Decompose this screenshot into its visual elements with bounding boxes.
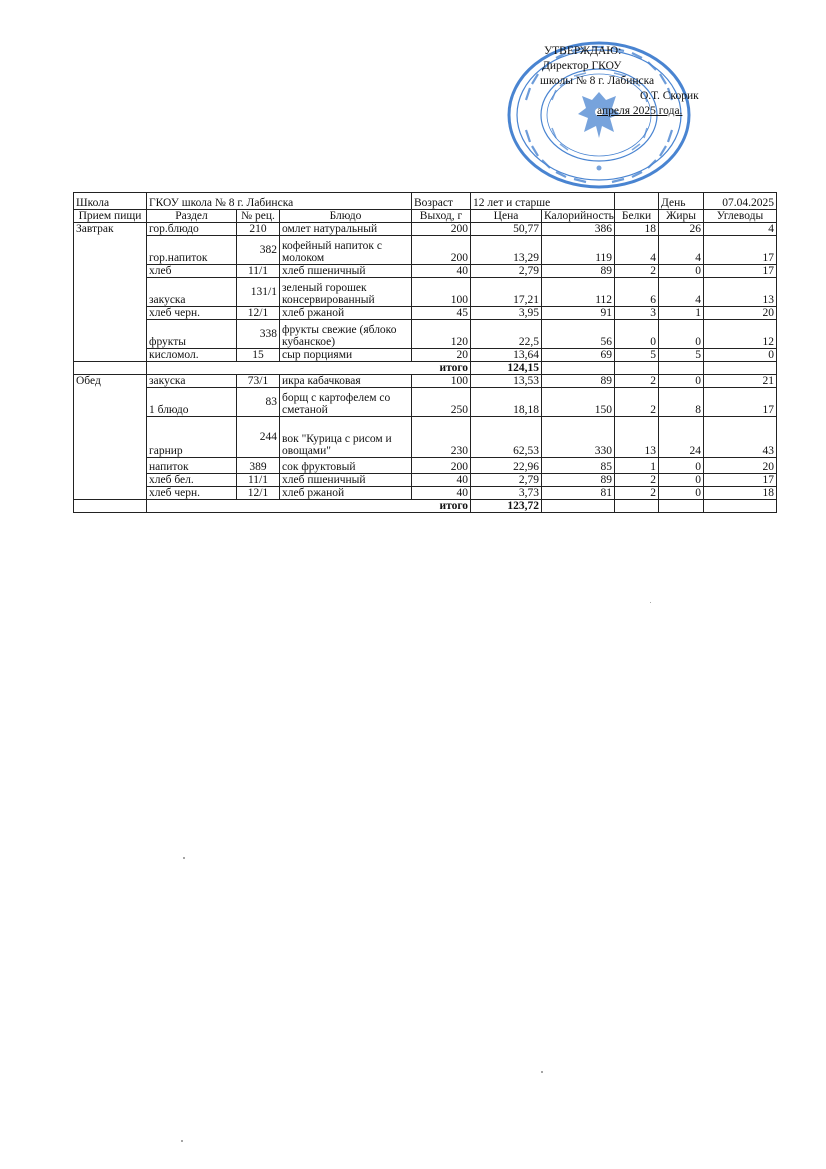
yield-cell: 40 — [412, 487, 471, 500]
fat-cell: 26 — [659, 223, 704, 236]
approval-title: УТВЕРЖДАЮ: — [544, 45, 622, 57]
fat-cell: 1 — [659, 307, 704, 320]
protein-cell: 2 — [615, 487, 659, 500]
section-cell: 1 блюдо — [147, 388, 237, 417]
table-row — [74, 236, 777, 265]
carbs-cell: 20 — [704, 458, 777, 474]
kcal-cell: 85 — [542, 458, 615, 474]
empty-cell — [74, 500, 147, 513]
section-cell: закуска — [147, 278, 237, 307]
price-cell: 17,21 — [471, 278, 542, 307]
age-label: Возраст — [412, 193, 471, 210]
col-kcal: Калорийность — [542, 210, 615, 223]
carbs-cell: 4 — [704, 223, 777, 236]
empty-cell — [615, 362, 659, 375]
carbs-cell: 17 — [704, 265, 777, 278]
fat-cell: 0 — [659, 458, 704, 474]
yield-cell: 40 — [412, 265, 471, 278]
recipe-cell: 210 — [237, 223, 280, 236]
day-value: 07.04.2025 — [704, 193, 777, 210]
table-row — [74, 388, 777, 417]
price-cell: 2,79 — [471, 474, 542, 487]
col-meal: Прием пищи — [74, 210, 147, 223]
kcal-cell: 89 — [542, 375, 615, 388]
col-recipe: № рец. — [237, 210, 280, 223]
empty-cell — [615, 500, 659, 513]
section-cell: хлеб бел. — [147, 474, 237, 487]
table-row — [74, 487, 777, 500]
price-cell: 13,64 — [471, 349, 542, 362]
price-cell: 2,79 — [471, 265, 542, 278]
yield-cell: 200 — [412, 236, 471, 265]
recipe-cell: 11/1 — [237, 474, 280, 487]
fat-cell: 24 — [659, 417, 704, 458]
carbs-cell: 18 — [704, 487, 777, 500]
col-fat: Жиры — [659, 210, 704, 223]
dish-cell: фрукты свежие (яблоко кубанское) — [280, 320, 412, 349]
lunch-total-row — [74, 500, 777, 513]
recipe-cell: 389 — [237, 458, 280, 474]
approval-date: апреля 2025 года. — [597, 105, 683, 117]
meal-lunch: Обед — [74, 375, 147, 500]
carbs-cell: 17 — [704, 474, 777, 487]
dish-cell: вок "Курица с рисом и овощами" — [280, 417, 412, 458]
yield-cell: 200 — [412, 458, 471, 474]
fat-cell: 0 — [659, 375, 704, 388]
dish-cell: хлеб ржаной — [280, 307, 412, 320]
header-row — [74, 193, 777, 210]
table-row — [74, 458, 777, 474]
protein-cell: 18 — [615, 223, 659, 236]
kcal-cell: 69 — [542, 349, 615, 362]
empty-cell — [659, 362, 704, 375]
fat-cell: 0 — [659, 265, 704, 278]
empty-cell — [704, 500, 777, 513]
yield-cell: 230 — [412, 417, 471, 458]
dish-cell: сок фруктовый — [280, 458, 412, 474]
protein-cell: 2 — [615, 265, 659, 278]
carbs-cell: 12 — [704, 320, 777, 349]
protein-cell: 2 — [615, 474, 659, 487]
approval-organization: школы № 8 г. Лабинска — [540, 75, 655, 87]
price-cell: 22,96 — [471, 458, 542, 474]
approval-signatory: О.Т. Скорик — [640, 90, 699, 102]
protein-cell: 4 — [615, 236, 659, 265]
carbs-cell: 43 — [704, 417, 777, 458]
col-section: Раздел — [147, 210, 237, 223]
kcal-cell: 150 — [542, 388, 615, 417]
recipe-cell: 83 — [237, 388, 280, 417]
col-yield: Выход, г — [412, 210, 471, 223]
table-row — [74, 417, 777, 458]
dish-cell: омлет натуральный — [280, 223, 412, 236]
scan-speck — [183, 857, 185, 859]
kcal-cell: 81 — [542, 487, 615, 500]
section-cell: хлеб черн. — [147, 307, 237, 320]
school-value: ГКОУ школа № 8 г. Лабинска — [147, 193, 412, 210]
fat-cell: 0 — [659, 474, 704, 487]
recipe-cell: 338 — [237, 320, 280, 349]
empty-cell — [659, 500, 704, 513]
price-cell: 13,29 — [471, 236, 542, 265]
protein-cell: 0 — [615, 320, 659, 349]
protein-cell: 2 — [615, 388, 659, 417]
section-cell: хлеб — [147, 265, 237, 278]
price-cell: 13,53 — [471, 375, 542, 388]
carbs-cell: 21 — [704, 375, 777, 388]
approval-position: Директор ГКОУ — [542, 60, 622, 72]
section-cell: напиток — [147, 458, 237, 474]
table-row — [74, 474, 777, 487]
carbs-cell: 20 — [704, 307, 777, 320]
protein-cell: 2 — [615, 375, 659, 388]
total-price: 124,15 — [471, 362, 542, 375]
breakfast-total-row — [74, 362, 777, 375]
yield-cell: 40 — [412, 474, 471, 487]
recipe-cell: 12/1 — [237, 307, 280, 320]
carbs-cell: 17 — [704, 388, 777, 417]
yield-cell: 250 — [412, 388, 471, 417]
section-cell: гор.напиток — [147, 236, 237, 265]
yield-cell: 200 — [412, 223, 471, 236]
table-row — [74, 278, 777, 307]
empty-cell — [615, 193, 659, 210]
day-label: День — [659, 193, 704, 210]
section-cell: хлеб черн. — [147, 487, 237, 500]
price-cell: 50,77 — [471, 223, 542, 236]
kcal-cell: 386 — [542, 223, 615, 236]
scan-speck — [181, 1140, 183, 1142]
meal-breakfast: Завтрак — [74, 223, 147, 362]
table-row — [74, 223, 777, 236]
price-cell: 22,5 — [471, 320, 542, 349]
protein-cell: 3 — [615, 307, 659, 320]
column-header-row — [74, 210, 777, 223]
col-dish: Блюдо — [280, 210, 412, 223]
kcal-cell: 112 — [542, 278, 615, 307]
empty-cell — [542, 500, 615, 513]
empty-cell — [704, 362, 777, 375]
scan-speck — [650, 602, 651, 603]
section-cell: закуска — [147, 375, 237, 388]
dish-cell: хлеб пшеничный — [280, 265, 412, 278]
protein-cell: 1 — [615, 458, 659, 474]
kcal-cell: 89 — [542, 474, 615, 487]
table-row — [74, 307, 777, 320]
fat-cell: 4 — [659, 236, 704, 265]
dish-cell: икра кабачковая — [280, 375, 412, 388]
price-cell: 3,95 — [471, 307, 542, 320]
col-protein: Белки — [615, 210, 659, 223]
table-row — [74, 349, 777, 362]
approval-block — [540, 44, 740, 119]
fat-cell: 0 — [659, 487, 704, 500]
section-cell: гор.блюдо — [147, 223, 237, 236]
recipe-cell: 15 — [237, 349, 280, 362]
protein-cell: 13 — [615, 417, 659, 458]
price-cell: 3,73 — [471, 487, 542, 500]
carbs-cell: 13 — [704, 278, 777, 307]
recipe-cell: 73/1 — [237, 375, 280, 388]
protein-cell: 6 — [615, 278, 659, 307]
recipe-cell: 244 — [237, 417, 280, 458]
total-price: 123,72 — [471, 500, 542, 513]
price-cell: 18,18 — [471, 388, 542, 417]
dish-cell: борщ с картофелем со сметаной — [280, 388, 412, 417]
dish-cell: зеленый горошек консервированный — [280, 278, 412, 307]
col-carbs: Углеводы — [704, 210, 777, 223]
table-row — [74, 320, 777, 349]
kcal-cell: 119 — [542, 236, 615, 265]
section-cell: фрукты — [147, 320, 237, 349]
yield-cell: 120 — [412, 320, 471, 349]
total-label: итого — [147, 362, 471, 375]
recipe-cell: 12/1 — [237, 487, 280, 500]
fat-cell: 0 — [659, 320, 704, 349]
price-cell: 62,53 — [471, 417, 542, 458]
kcal-cell: 89 — [542, 265, 615, 278]
protein-cell: 5 — [615, 349, 659, 362]
fat-cell: 8 — [659, 388, 704, 417]
total-label: итого — [147, 500, 471, 513]
dish-cell: хлеб ржаной — [280, 487, 412, 500]
table-row — [74, 265, 777, 278]
age-value: 12 лет и старше — [471, 193, 615, 210]
scan-speck — [541, 1071, 543, 1073]
kcal-cell: 330 — [542, 417, 615, 458]
dish-cell: сыр порциями — [280, 349, 412, 362]
fat-cell: 5 — [659, 349, 704, 362]
yield-cell: 100 — [412, 278, 471, 307]
fat-cell: 4 — [659, 278, 704, 307]
school-label: Школа — [74, 193, 147, 210]
recipe-cell: 382 — [237, 236, 280, 265]
section-cell: гарнир — [147, 417, 237, 458]
carbs-cell: 17 — [704, 236, 777, 265]
col-price: Цена — [471, 210, 542, 223]
yield-cell: 100 — [412, 375, 471, 388]
dish-cell: хлеб пшеничный — [280, 474, 412, 487]
yield-cell: 45 — [412, 307, 471, 320]
table-row — [74, 375, 777, 388]
recipe-cell: 11/1 — [237, 265, 280, 278]
yield-cell: 20 — [412, 349, 471, 362]
recipe-cell: 131/1 — [237, 278, 280, 307]
empty-cell — [542, 362, 615, 375]
kcal-cell: 91 — [542, 307, 615, 320]
empty-cell — [74, 362, 147, 375]
kcal-cell: 56 — [542, 320, 615, 349]
carbs-cell: 0 — [704, 349, 777, 362]
menu-table — [73, 192, 777, 513]
section-cell: кисломол. — [147, 349, 237, 362]
dish-cell: кофейный напиток с молоком — [280, 236, 412, 265]
